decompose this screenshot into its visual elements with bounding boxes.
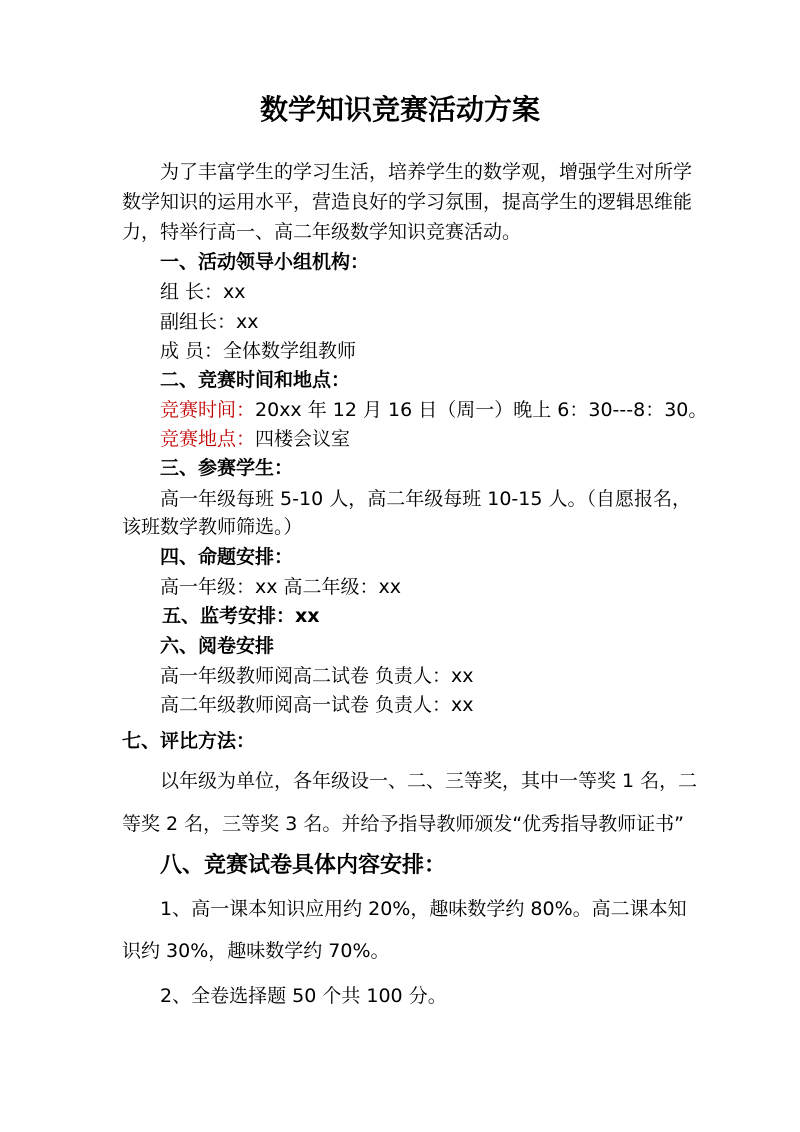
section-8-item-1-line-2: 识约 30%，趣味数学约 70%。 (122, 940, 390, 962)
intro-line-1: 为了丰富学生的学习生活，培养学生的数学观，增强学生对所学 (160, 161, 693, 183)
section-3-line-1: 高一年级每班 5-10 人，高二年级每班 10-15 人。（自愿报名， (160, 488, 691, 510)
competition-time-label: 竞赛时间： (160, 399, 256, 421)
intro-line-2: 数学知识的运用水平，营造良好的学习氛围，提高学生的逻辑思维能 (122, 191, 693, 213)
section-8-item-1-line-1: 1、高一课本知识应用约 20%，趣味数学约 80%。高二课本知 (160, 898, 687, 920)
section-1-members: 成 员：全体数学组教师 (160, 340, 357, 362)
competition-place-value: 四楼会议室 (255, 428, 351, 450)
section-8-item-2: 2、全卷选择题 50 个共 100 分。 (160, 985, 447, 1007)
section-2-heading: 二、竞赛时间和地点： (160, 369, 351, 391)
section-6-line-2: 高二年级教师阅高一试卷 负责人：xx (160, 694, 474, 716)
intro-line-3: 力，特举行高一、高二年级数学知识竞赛活动。 (122, 221, 522, 243)
section-8-heading: 八、竞赛试卷具体内容安排： (160, 853, 447, 878)
section-1-heading: 一、活动领导小组机构： (160, 251, 370, 273)
section-6-heading: 六、阅卷安排 (160, 635, 275, 657)
section-5-heading: 五、监考安排：xx (162, 605, 320, 627)
section-4-heading: 四、命题安排： (160, 546, 294, 568)
section-7-heading: 七、评比方法： (122, 730, 256, 752)
section-7-line-1: 以年级为单位，各年级设一、二、三等奖，其中一等奖 1 名，二 (160, 770, 698, 792)
competition-time-value: 20xx 年 12 月 16 日（周一）晚上 6：30---8：30。 (255, 399, 708, 421)
section-4-content: 高一年级：xx 高二年级：xx (160, 576, 402, 598)
section-6-line-1: 高一年级教师阅高二试卷 负责人：xx (160, 665, 474, 687)
competition-place-label: 竞赛地点： (160, 428, 256, 450)
section-3-line-2: 该班数学教师筛选。） (122, 516, 303, 538)
section-2-place-row (160, 425, 350, 453)
section-1-leader: 组 长：xx (160, 281, 246, 303)
section-7-line-2: 等奖 2 名，三等奖 3 名。并给予指导教师颁发“优秀指导教师证书” (122, 813, 685, 835)
section-2-time-row (160, 396, 707, 424)
section-1-vice-leader: 副组长：xx (160, 311, 259, 333)
document-title: 数学知识竞赛活动方案 (259, 93, 540, 126)
section-3-heading: 三、参赛学生： (160, 457, 294, 479)
